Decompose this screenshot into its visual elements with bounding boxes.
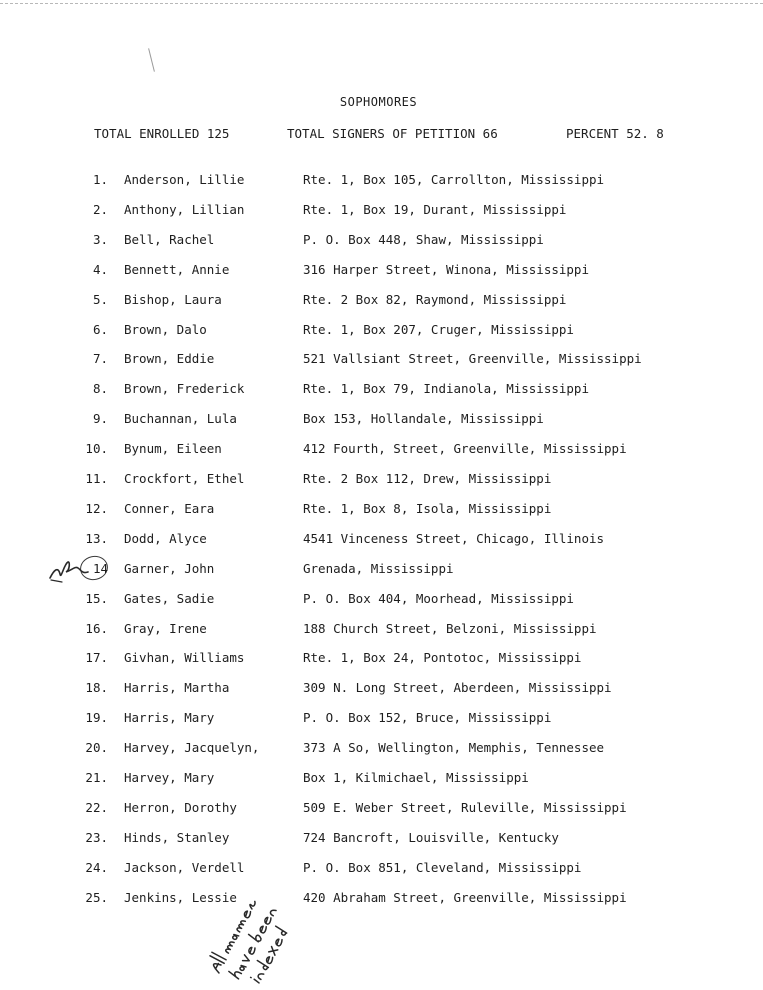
entry-name: Crockfort, Ethel xyxy=(124,471,245,486)
entry-name: Herron, Dorothy xyxy=(124,799,237,815)
entry-name: Conner, Eara xyxy=(124,500,215,516)
entry-number: 12. xyxy=(85,500,108,516)
entry-address: 724 Bancroft, Louisville, Kentucky xyxy=(303,829,559,845)
entry-number: 6. xyxy=(92,321,108,337)
entry-number: 7. xyxy=(92,351,108,367)
list-item xyxy=(0,232,763,252)
entry-address: P. O. Box 152, Bruce, Mississippi xyxy=(303,710,552,726)
entry-address: Box 153, Hollandale, Mississippi xyxy=(303,411,544,427)
entry-address: 420 Abraham Street, Greenville, Mississippi xyxy=(303,889,627,905)
list-item xyxy=(0,351,763,371)
list-item xyxy=(0,381,763,401)
entry-address: 521 Vallsiant Street, Greenville, Mississippi xyxy=(303,351,642,367)
list-item xyxy=(0,890,763,910)
list-item xyxy=(0,531,763,551)
entry-name: Harvey, Jacquelyn, xyxy=(124,740,260,756)
list-item xyxy=(0,172,763,192)
entry-number: 1. xyxy=(92,172,108,187)
entry-number: 17. xyxy=(85,650,108,666)
entry-name: Brown, Dalo xyxy=(124,321,207,337)
entry-name: Harvey, Mary xyxy=(124,770,215,785)
total-enrolled: TOTAL ENROLLED 125 xyxy=(94,126,230,141)
list-item xyxy=(0,501,763,521)
entry-address: P. O. Box 448, Shaw, Mississippi xyxy=(303,231,544,247)
entry-address: Rte. 2 Box 112, Drew, Mississippi xyxy=(303,471,552,486)
list-item xyxy=(0,860,763,880)
total-signers: TOTAL SIGNERS OF PETITION 66 xyxy=(287,126,498,141)
entry-number: 2. xyxy=(92,201,108,217)
entry-name: Dodd, Alyce xyxy=(124,530,207,546)
list-item xyxy=(0,770,763,790)
entry-name: Anthony, Lillian xyxy=(124,201,245,217)
entry-number: 4. xyxy=(92,261,108,277)
entry-name: Bishop, Laura xyxy=(124,291,222,307)
entry-number: 9. xyxy=(92,411,108,427)
entry-address: Rte. 1, Box 24, Pontotoc, Mississippi xyxy=(303,650,582,666)
entry-number: 24. xyxy=(85,859,108,875)
entry-number: 18. xyxy=(85,680,108,696)
entry-name: Givhan, Williams xyxy=(124,650,245,666)
entry-name: Harris, Mary xyxy=(124,710,215,726)
list-item xyxy=(0,800,763,820)
scan-mark xyxy=(148,48,155,72)
percent: PERCENT 52. 8 xyxy=(566,126,664,141)
entry-address: P. O. Box 851, Cleveland, Mississippi xyxy=(303,859,582,875)
entry-address: Rte. 2 Box 82, Raymond, Mississippi xyxy=(303,291,567,307)
list-item xyxy=(0,680,763,700)
list-item xyxy=(0,740,763,760)
entry-address: 373 A So, Wellington, Memphis, Tennessee xyxy=(303,740,605,756)
entry-number: 22. xyxy=(85,799,108,815)
entry-name: Bynum, Eileen xyxy=(124,441,222,457)
entry-number: 14 xyxy=(92,560,108,576)
entry-name: Brown, Frederick xyxy=(124,381,245,397)
entry-number: 25. xyxy=(85,889,108,905)
handwritten-initials-mark xyxy=(48,556,90,586)
entry-number: 8. xyxy=(92,381,108,397)
entry-number: 10. xyxy=(85,441,108,457)
page-title xyxy=(0,95,763,109)
entry-number: 3. xyxy=(92,231,108,247)
entry-number: 23. xyxy=(85,829,108,845)
entry-address: Rte. 1, Box 79, Indianola, Mississippi xyxy=(303,381,589,397)
handwritten-note xyxy=(205,845,325,985)
list-item xyxy=(0,830,763,850)
entry-name: Jenkins, Lessie xyxy=(124,889,237,905)
list-item xyxy=(0,650,763,670)
list-item xyxy=(0,292,763,312)
entry-name: Gray, Irene xyxy=(124,620,207,636)
entry-address: P. O. Box 404, Moorhead, Mississippi xyxy=(303,590,574,606)
list-item xyxy=(0,621,763,641)
entry-number: 5. xyxy=(92,291,108,307)
entry-name: Hinds, Stanley xyxy=(124,829,230,845)
entry-name: Brown, Eddie xyxy=(124,351,215,367)
entry-number: 16. xyxy=(85,620,108,636)
list-item xyxy=(0,710,763,730)
list-item xyxy=(0,561,763,581)
entry-address: Rte. 1, Box 19, Durant, Mississippi xyxy=(303,201,567,217)
entry-name: Garner, John xyxy=(124,560,215,576)
entry-address: Rte. 1, Box 8, Isola, Mississippi xyxy=(303,500,552,516)
entry-number: 19. xyxy=(85,710,108,726)
list-item xyxy=(0,411,763,431)
entry-address: Rte. 1, Box 105, Carrollton, Mississippi xyxy=(303,172,605,187)
page-edge-divider xyxy=(0,3,763,4)
entry-address: 188 Church Street, Belzoni, Mississippi xyxy=(303,620,597,636)
entry-number: 21. xyxy=(85,770,108,785)
entry-address: Rte. 1, Box 207, Cruger, Mississippi xyxy=(303,321,574,337)
entry-name: Anderson, Lillie xyxy=(124,172,245,187)
list-item xyxy=(0,441,763,461)
entry-address: 509 E. Weber Street, Ruleville, Mississippi xyxy=(303,799,627,815)
entry-address: 412 Fourth, Street, Greenville, Mississippi xyxy=(303,441,627,457)
list-item xyxy=(0,471,763,491)
entry-name: Bennett, Annie xyxy=(124,261,230,277)
entry-name: Buchannan, Lula xyxy=(124,411,237,427)
page-title-text: SOPHOMORES xyxy=(339,95,418,109)
entry-name: Harris, Martha xyxy=(124,680,230,696)
entry-name: Jackson, Verdell xyxy=(124,859,245,875)
list-item xyxy=(0,591,763,611)
entry-address: 309 N. Long Street, Aberdeen, Mississippi xyxy=(303,680,612,696)
entry-address: Box 1, Kilmichael, Mississippi xyxy=(303,770,529,785)
entry-number: 20. xyxy=(85,740,108,756)
list-item xyxy=(0,322,763,342)
entry-address: Grenada, Mississippi xyxy=(303,560,454,576)
entry-number: 15. xyxy=(85,590,108,606)
entry-number: 13. xyxy=(85,530,108,546)
entry-name: Gates, Sadie xyxy=(124,590,215,606)
entry-name: Bell, Rachel xyxy=(124,231,215,247)
list-item xyxy=(0,202,763,222)
entry-address: 4541 Vinceness Street, Chicago, Illinois xyxy=(303,530,605,546)
list-item xyxy=(0,262,763,282)
entry-number: 11. xyxy=(85,471,108,486)
entry-address: 316 Harper Street, Winona, Mississippi xyxy=(303,261,589,277)
